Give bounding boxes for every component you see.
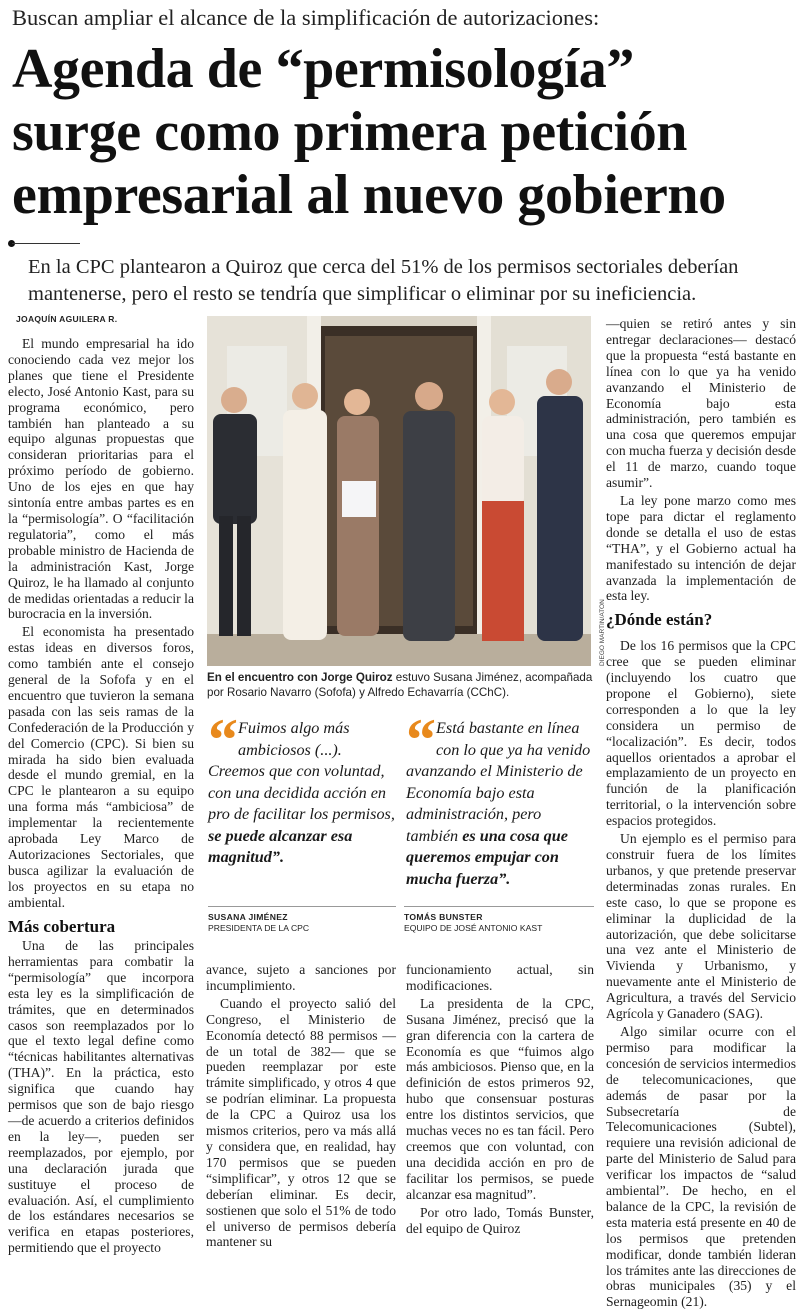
headline-line: Agenda de “permisología” <box>12 38 634 100</box>
quote-source-1 <box>208 912 309 934</box>
subhead: Más cobertura <box>8 916 116 936</box>
quote-text: Fuimos algo más ambiciosos (...). Creemos que con voluntad, con una decidida acción en pro de facilitar los permisos, <box>208 719 395 823</box>
quote-divider <box>208 906 396 907</box>
body-column-3 <box>406 962 594 1238</box>
quote-source-role: EQUIPO DE JOSÉ ANTONIO KAST <box>404 923 543 933</box>
quote-source-role: PRESIDENTA DE LA CPC <box>208 923 310 933</box>
quote-text: Está bastante en línea con lo que ya ha venido avanzando el Ministerio de Economía bajo esta administración, pero también <box>406 719 591 845</box>
body-column-2 <box>206 962 396 1252</box>
quote-mark-icon: “ <box>208 707 234 773</box>
paragraph: Un ejemplo es el permiso para construir fuera de los límites urbanos, y que pretende preservar determinadas zonas rurales. En este caso, lo que se propone es eliminar la duplicidad de la autorización, que debe solicitarse una vez ante el Ministerio de Vivienda y Urbanismo, y nuevamente ante el Ministerio de Agricultura, a través del Servicio Agrícola y Ganadero (SAG). <box>606 831 796 1022</box>
caption-lead: En el encuentro con Jorge Quiroz <box>207 671 393 684</box>
person <box>482 389 524 641</box>
paragraph: funcionamiento actual, sin modificaciones. <box>406 962 594 993</box>
person <box>403 382 455 641</box>
photo-credit <box>591 599 606 666</box>
byline: JOAQUÍN AGUILERA R. <box>16 314 118 324</box>
kicker: Buscan ampliar el alcance de la simplificación de autorizaciones: <box>12 5 600 30</box>
person <box>283 383 327 640</box>
paragraph: La presidenta de la CPC, Susana Jiménez, precisó que la gran diferencia con la cartera de Economía es que “fuimos algo más ambiciosos. Pienso que, en la definición de estos primeros 92, hubo que consensuar posturas entre los distintos servicios, que muchas veces no es tan fácil. Pero creemos que con voluntad, con una decidida acción en pro de facilitar los permisos, se puede alcanzar esa magnitud”. <box>406 995 594 1202</box>
quote-text-bold: se puede alcanzar esa magnitud”. <box>208 826 353 866</box>
quote-text-bold: es una cosa que queremos empujar con mucha fuerza”. <box>406 826 568 888</box>
quote-source-name: SUSANA JIMÉNEZ <box>208 912 288 922</box>
pull-quote-1 <box>208 707 396 869</box>
paragraph: avance, sujeto a sanciones por incumplimiento. <box>206 962 396 993</box>
quote-divider <box>404 906 594 907</box>
photo-credit-text: DIEGO MARTIN/ATON <box>599 599 606 666</box>
paragraph: —quien se retiró antes y sin entregar declaraciones— destacó que la propuesta “está bastante en línea con lo que ya ha venido avanzando el Ministerio de Economía bajo esta administración, pero también es una cosa que queremos empujar con mucha fuerza y decisión desde el 11 de marzo, cuando toque asumir”. <box>606 316 796 491</box>
body-column-1-continued <box>8 938 194 1258</box>
subhead: ¿Dónde están? <box>606 610 713 630</box>
paragraph: De los 16 permisos que la CPC cree que se pueden eliminar (incluyendo los cuatro que propone el Gobierno), siete corresponden a lo que la ley considera un permiso de “localización”. Es decir, todos aquellos orientados a aprobar el emplazamiento de un proyecto en función de la planificación territorial, o la intervención sobre espacios protegidos. <box>606 638 796 829</box>
body-column-4 <box>606 316 796 1312</box>
paragraph: El economista ha presentado estas ideas en diversos foros, como también ante el consejo general de la Sofofa y en el encuentro que tuvieron la semana pasada con las seis ramas de la Confederación de la Producción y del Comercio (CPC). Si bien su mirada ha sido bien evaluada desde el mundo gremial, en la CPC le plantearon a su equipo una forma más “ambiciosa” de implementar la recientemente aprobada Ley Marco de Autorizaciones Sectoriales, que busca agilizar la evaluación de los proyectos en su etapa no ambiental. <box>8 624 194 910</box>
photo <box>207 316 591 666</box>
pull-quote-2 <box>406 707 594 890</box>
deck <box>28 254 798 308</box>
photo-caption <box>207 670 599 700</box>
paragraph: Cuando el proyecto salió del Congreso, el Ministerio de Economía detectó 88 permisos —de un total de 382— que se pueden reemplazar por este trámite simplificado, y otros 4 que se podrían eliminar. La propuesta de la CPC a Quiroz usa los mismos criterios, pero va más allá y considera que, en realidad, hay 170 permisos que se pueden “simplificar”, y otros 12 que se deberían eliminar. Es decir, sostienen que solo el 51% de todo el universo de permisos debería mantener su <box>206 995 396 1250</box>
person <box>537 369 583 641</box>
paragraph: El mundo empresarial ha ido conociendo cada vez mejor los planes que tiene el Presidente electo, José Antonio Kast, para su programa económico, pero también han planteado a su equipo algunas propuestas que consideran prioritarias para el próximo período de gobierno. Uno de los ejes en que hay sintonía entre ambas partes es en la “permisología”. O “facilitación regulatoria”, como el más probable ministro de Hacienda de la administración Kast, Jorge Quiroz, le ha llamado al conjunto de medidas orientadas a reducir la burocracia en la inversión. <box>8 336 194 622</box>
quote-source-2 <box>404 912 542 934</box>
group-photo-image <box>207 316 591 666</box>
deck-line: En la CPC plantearon a Quiroz que cerca del 51% de los permisos sectoriales deberían <box>28 256 739 278</box>
paragraph: Por otro lado, Tomás Bunster, del equipo de Quiroz <box>406 1204 594 1236</box>
person <box>337 389 379 636</box>
deck-line: mantenerse, pero el resto se tendría que simplificar o eliminar por su ineficiencia. <box>28 283 697 305</box>
body-column-1 <box>8 336 194 945</box>
divider <box>12 243 80 244</box>
headline-line: surge como primera petición <box>12 101 688 163</box>
headline <box>12 38 802 227</box>
caption-text: estuvo Susana Jiménez, acompañada por Rosario Navarro (Sofofa) y Alfredo Echavarría (CChC). <box>207 671 593 699</box>
quote-mark-icon: “ <box>406 707 432 773</box>
paragraph: Una de las principales herramientas para combatir la “permisología” que incorpora esta ley es la simplificación de trámites, que en determinados casos son reemplazados por lo que el texto legal define como “técnicas habilitantes alternativas (THA)”. En la práctica, esto significa que cuando hay permisos que son de bajo riesgo —de acuerdo a criterios definidos en la ley—, pueden ser reemplazados, por ejemplo, por una declaración jurada que sustituye el proceso de evaluación. Así, el cumplimiento de los estándares necesarios se verifica en etapas posteriores, permitiendo que el proyecto <box>8 938 194 1256</box>
headline-line: empresarial al nuevo gobierno <box>12 164 726 226</box>
paragraph: La ley pone marzo como mes tope para dictar el reglamento donde se detalla el uso de estas “THA”, y el Gobierno actual ha manifestado su intención de dejar avanzada la implementación de esta ley. <box>606 492 796 604</box>
paragraph: Algo similar ocurre con el permiso para modificar la concesión de servicios intermedios de telecomunicaciones, que además de pasar por la Subsecretaría de Telecomunicaciones (Subtel), requiere una revisión adicional de parte del Ministerio de Salud para verificar los impactos de “salud ambiental”. De hecho, en el balance de la CPC, la revisión de esta materia está presente en 40 de los permisos que pretenden modificar, donde también lideran los trámites ante las direcciones de obras municipales (35) y el Sernageomin (21). <box>606 1023 796 1310</box>
quote-source-name: TOMÁS BUNSTER <box>404 912 483 922</box>
